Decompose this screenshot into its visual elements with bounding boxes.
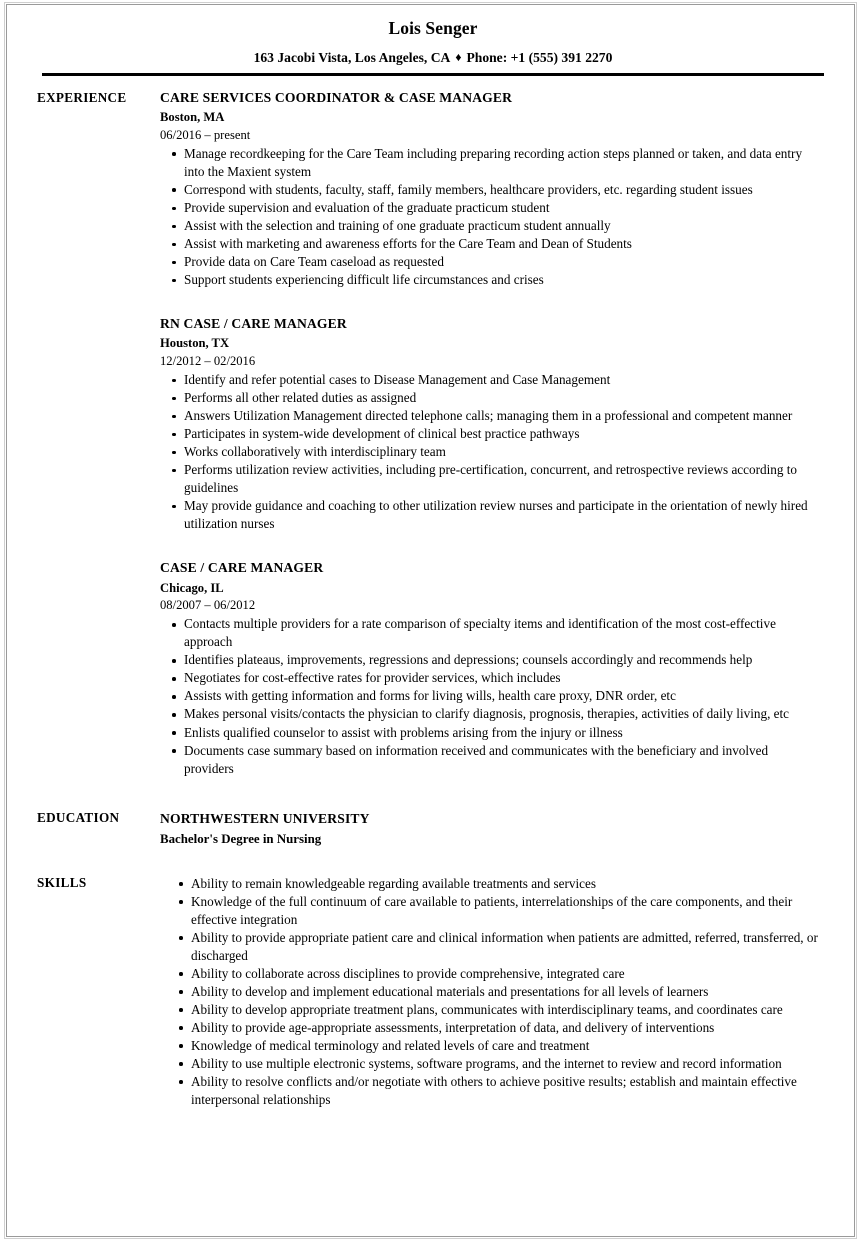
job-dates: 06/2016 – present (160, 127, 251, 142)
skill-bullet: Ability to use multiple electronic systems, software programs, and the internet to review and record information (160, 1055, 821, 1073)
job-bullet: May provide guidance and coaching to other utilization review nurses and participate in the orientation of newly hired utilization nurses (160, 497, 821, 533)
job-bullet: Provide supervision and evaluation of the graduate practicum student (160, 199, 821, 217)
skill-bullet: Ability to develop and implement educational materials and presentations for all levels of learners (160, 983, 821, 1001)
experience-section (0, 89, 866, 778)
job-bullet: Assist with marketing and awareness efforts for the Care Team and Dean of Students (160, 235, 821, 253)
job-bullet: Works collaboratively with interdisciplinary team (160, 443, 821, 461)
skill-bullet: Ability to develop appropriate treatment plans, communicates with interdisciplinary teams, and coordinates care (160, 1001, 821, 1019)
job-bullet-list (160, 615, 821, 777)
job-bullet: Makes personal visits/contacts the physician to clarify diagnosis, prognosis, therapies, activities of daily living, etc (160, 705, 821, 723)
job-bullet: Manage recordkeeping for the Care Team including preparing recording action steps planned or taken, and data entry into the Maxient system (160, 145, 821, 181)
job-entry (160, 89, 821, 289)
job-entry (160, 315, 821, 533)
experience-section-label: EXPERIENCE (37, 89, 127, 105)
job-bullet: Enlists qualified counselor to assist with problems arising from the injury or illness (160, 724, 821, 742)
contact-phone: Phone: +1 (555) 391 2270 (466, 49, 613, 65)
job-bullet: Support students experiencing difficult life circumstances and crises (160, 271, 821, 289)
diamond-separator-icon: ♦ (455, 49, 462, 64)
job-bullet: Assists with getting information and forms for living wills, health care proxy, DNR order, etc (160, 687, 821, 705)
job-location: Boston, MA (160, 110, 225, 125)
job-bullet: Participates in system-wide development of clinical best practice pathways (160, 425, 821, 443)
education-degree: Bachelor's Degree in Nursing (160, 831, 322, 846)
job-bullet: Negotiates for cost-effective rates for provider services, which includes (160, 669, 821, 687)
header-divider (42, 73, 824, 76)
job-bullet: Performs utilization review activities, including pre-certification, concurrent, and retrospective reviews according to guidelines (160, 461, 821, 497)
resume-header (0, 0, 866, 76)
job-bullet: Provide data on Care Team caseload as requested (160, 253, 821, 271)
education-section-label: EDUCATION (37, 809, 120, 825)
skill-bullet: Ability to collaborate across disciplines to provide comprehensive, integrated care (160, 965, 821, 983)
skills-section-body (160, 874, 866, 1109)
job-dates: 12/2012 – 02/2016 (160, 353, 256, 368)
skill-bullet: Ability to resolve conflicts and/or negotiate with others to achieve positive results; establish and maintain effective interpersonal relationships (160, 1073, 821, 1109)
job-bullet: Identifies plateaus, improvements, regressions and depressions; counsels accordingly and recommends help (160, 651, 821, 669)
job-entry (160, 559, 821, 777)
skill-bullet: Knowledge of medical terminology and related levels of care and treatment (160, 1037, 821, 1055)
job-title: RN CASE / CARE MANAGER (160, 316, 347, 332)
skill-bullet: Knowledge of the full continuum of care available to patients, interrelationships of the care components, and their effective integration (160, 893, 821, 929)
skills-section-label: SKILLS (37, 874, 87, 890)
job-location: Chicago, IL (160, 580, 224, 595)
job-bullet: Contacts multiple providers for a rate comparison of specialty items and identification of the most cost-effective approach (160, 615, 821, 651)
job-bullet: Correspond with students, faculty, staff, family members, healthcare providers, etc. regarding student issues (160, 181, 821, 199)
candidate-name: Lois Senger (388, 18, 478, 38)
job-bullet: Documents case summary based on information received and communicates with the beneficiary and involved providers (160, 742, 821, 778)
education-section-body (160, 809, 866, 848)
education-school: NORTHWESTERN UNIVERSITY (160, 810, 370, 826)
job-dates: 08/2007 – 06/2012 (160, 598, 256, 613)
skill-bullet: Ability to provide age-appropriate assessments, interpretation of data, and delivery of interventions (160, 1019, 821, 1037)
job-bullet: Identify and refer potential cases to Disease Management and Case Management (160, 371, 821, 389)
skill-bullet: Ability to remain knowledgeable regarding available treatments and services (160, 875, 821, 893)
skills-section (0, 874, 866, 1109)
job-location: Houston, TX (160, 336, 230, 351)
skills-bullet-list (160, 875, 821, 1109)
job-bullet-list (160, 371, 821, 533)
job-bullet: Performs all other related duties as assigned (160, 389, 821, 407)
job-bullet: Assist with the selection and training of one graduate practicum student annually (160, 217, 821, 235)
contact-line (0, 50, 866, 67)
skill-bullet: Ability to provide appropriate patient care and clinical information when patients are admitted, referred, transferred, or discharged (160, 929, 821, 965)
job-title: CARE SERVICES COORDINATOR & CASE MANAGER (160, 89, 513, 105)
experience-section-body (160, 89, 866, 778)
job-bullet: Answers Utilization Management directed telephone calls; managing them in a professional and competent manner (160, 407, 821, 425)
job-title: CASE / CARE MANAGER (160, 560, 324, 576)
education-entry (160, 809, 821, 848)
contact-address: 163 Jacobi Vista, Los Angeles, CA (253, 49, 451, 65)
education-section (0, 809, 866, 848)
job-bullet-list (160, 145, 821, 289)
